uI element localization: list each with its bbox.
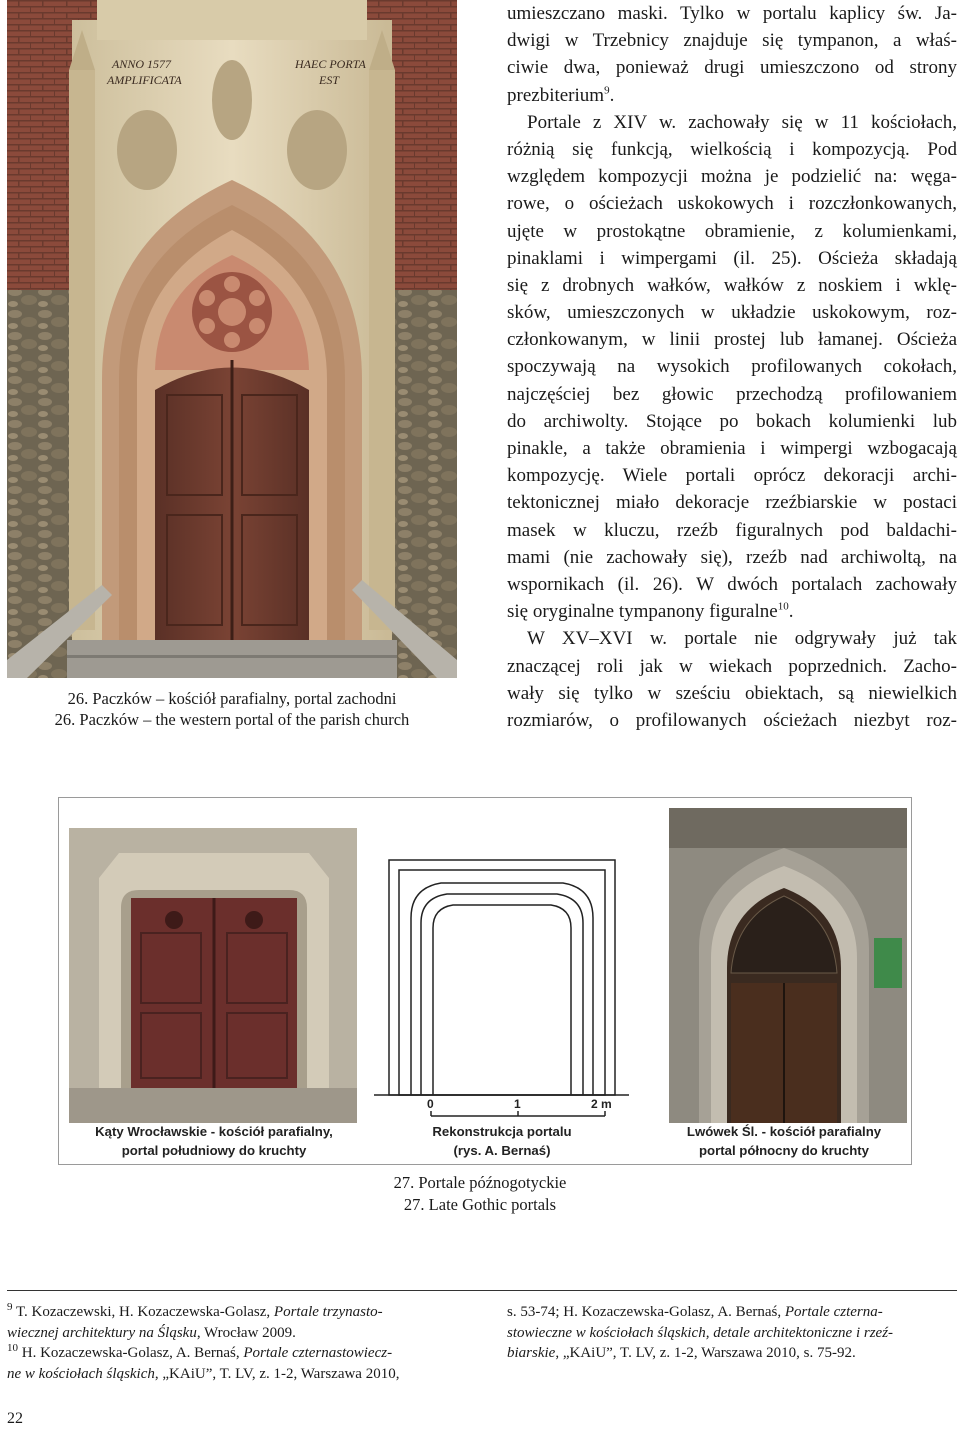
inscription-left-2: AMPLIFICATA (107, 73, 182, 87)
footnote-ref: 9 (604, 84, 610, 97)
text-line: do archiwolty. Stojące po bokach kolumienki lub (507, 410, 957, 432)
footnote-title: ne w kościołach śląskich (7, 1365, 155, 1382)
footnote-10-cont (7, 1364, 457, 1385)
inscription-right-1: HAEC PORTA (295, 57, 366, 71)
label-line: portal południowy do kruchty (121, 1143, 307, 1158)
text-line: wały się tylko w sześciu obiektach, są niewielkich (507, 682, 957, 704)
footnote-text: , „KAiU”, T. LV, z. 1-2, Warszawa 2010, s. 75-92. (555, 1345, 856, 1362)
text-line: rozmiarów, o profilowanych ościeżach niezbyt roz- (507, 709, 957, 731)
body-text-column (507, 0, 957, 734)
inscription-left-1: ANNO 1577 (112, 57, 172, 71)
scale-label-1: 1 (514, 1097, 521, 1111)
text-line: tektonicznej miało dekoracje rzeźbiarskie w postaci (507, 492, 957, 514)
text-line: się z drobnych wałków, wałków z noskiem i wklę- (507, 274, 957, 296)
label-line: Kąty Wrocławskie - kościół parafialny, (95, 1124, 333, 1139)
footnote-10 (7, 1343, 457, 1364)
caption-pl: 26. Paczków – kościół parafialny, portal zachodni (67, 689, 397, 708)
footnote-divider (7, 1290, 957, 1291)
footnote-title: Portale czterna- (784, 1304, 883, 1320)
lwowek-photo (669, 808, 907, 1123)
text-line: rowe, o ościeżach uskokowych i rozczłonkowanych, (507, 193, 957, 215)
text-line: pinakle, a także obramienia i wimpergi wzbogacają (507, 438, 957, 459)
label-line: Rekonstrukcja portalu (432, 1124, 572, 1139)
footnote-number: 9 (7, 1301, 13, 1313)
footnote-10-cont2 (507, 1302, 957, 1323)
text-fragment: prezbiterium (507, 84, 605, 106)
text-line: ciwie dwa, ponieważ drugi umieszczono od strony (507, 57, 957, 79)
label-line: portal północny do kruchty (699, 1143, 869, 1158)
portal-paczkow-illustration (7, 0, 457, 678)
footnote-number: 10 (7, 1342, 18, 1355)
text-line: dwigi w Trzebnicy znajduje się tympanon, a właś- (507, 30, 957, 52)
label-line: Lwówek Śl. - kościół parafialny (686, 1124, 882, 1139)
text-line: mami (nie zachowały się), rzeźb nad archiwoltą, na (507, 546, 957, 568)
footnote-10-cont4 (507, 1343, 957, 1364)
footnote-10-cont3 (507, 1323, 957, 1344)
left-photo-label (69, 1122, 359, 1160)
footnote-title: wiecznej architektury na Śląsku (7, 1324, 197, 1341)
scale-label-0: 0 (427, 1097, 434, 1111)
right-photo-label (659, 1122, 909, 1160)
page-number: 22 (7, 1410, 23, 1427)
figure-27-illustration (59, 798, 911, 1164)
text-line (507, 598, 957, 625)
text-line: członkowanym, w linii prostej lub łamanej. Ościeża (507, 329, 957, 351)
text-line: pinaklami i wimpergami (il. 25). Ościeża składają (507, 247, 957, 269)
text-line: W XV–XVI w. portale nie odgrywały już tak (527, 628, 957, 650)
text-line: masek w kluczu, rzeźb figuralnych pod baldachi- (507, 519, 957, 541)
label-line: (rys. A. Bernaś) (453, 1143, 551, 1158)
text-line: ujęte w prostokątne obramienie, z kolumienkami, (507, 220, 957, 242)
text-line: różnią się funkcją, wielkością i kompozycją. Pod (507, 138, 957, 160)
footnote-9 (7, 1302, 457, 1323)
footnote-9-cont (7, 1323, 457, 1344)
text-line: spoczywają na wysokich profilowanych cokołach, (507, 356, 957, 378)
footnotes-left (7, 1302, 457, 1384)
text-fragment: . (788, 601, 794, 623)
caption-en: 27. Late Gothic portals (403, 1195, 557, 1214)
figure-27-caption (300, 1172, 660, 1216)
text-line: znaczącej roli jak w wiekach poprzednich. Zacho- (507, 655, 957, 677)
figure-27-panel (58, 797, 912, 1165)
figure-26-photo (7, 0, 457, 678)
footnote-title: Portale trzynasto- (273, 1304, 383, 1320)
text-line: kompozycję. Wiele portali oprócz dekoracji archi- (507, 465, 957, 487)
footnotes-right (507, 1302, 957, 1364)
text-line: sków, umieszczonych w układzie uskokowym, roz- (507, 302, 957, 324)
text-line: Portale z XIV w. zachowały się w 11 kościołach, (527, 111, 957, 133)
caption-en: 26. Paczków – the western portal of the parish church (54, 710, 410, 729)
footnote-text: s. 53-74; H. Kozaczewska-Golasz, A. Bernaś, (507, 1304, 785, 1320)
footnote-text: , Wrocław 2009. (196, 1324, 296, 1341)
text-fragment: . (609, 84, 615, 106)
text-line (507, 82, 957, 109)
footnote-ref: 10 (777, 600, 789, 613)
figure-26-caption (7, 688, 457, 730)
inscription-right-2: EST (319, 73, 340, 87)
footnote-text: H. Kozaczewska-Golasz, A. Bernaś, (21, 1345, 244, 1362)
center-drawing-label (389, 1122, 615, 1160)
portal-reconstruction-drawing (374, 860, 629, 1116)
footnote-title: biarskie (507, 1345, 556, 1362)
caption-pl: 27. Portale późnogotyckie (393, 1173, 567, 1192)
footnote-title: stowieczne w kościołach śląskich, detale architektoniczne i rzeź- (507, 1324, 894, 1341)
footnote-text: , „KAiU”, T. LV, z. 1-2, Warszawa 2010, (154, 1365, 400, 1382)
text-line: wspornikach (il. 26). W dwóch portalach zachowały (507, 573, 957, 595)
footnote-title: Portale czternastowiecz- (243, 1345, 393, 1362)
footnote-text: T. Kozaczewski, H. Kozaczewska-Golasz, (15, 1304, 274, 1320)
text-line: względem kompozycji można je podzielić na: węga- (507, 166, 957, 188)
text-line: umieszczano maski. Tylko w portalu kaplicy św. Ja- (507, 3, 957, 24)
katy-wroclawskie-photo (69, 828, 357, 1123)
text-line: najczęściej bez głowic przechodzą profilowaniem (507, 383, 957, 405)
text-fragment: się oryginalne tympanony figuralne (507, 601, 778, 623)
scale-label-2: 2 m (591, 1097, 612, 1111)
